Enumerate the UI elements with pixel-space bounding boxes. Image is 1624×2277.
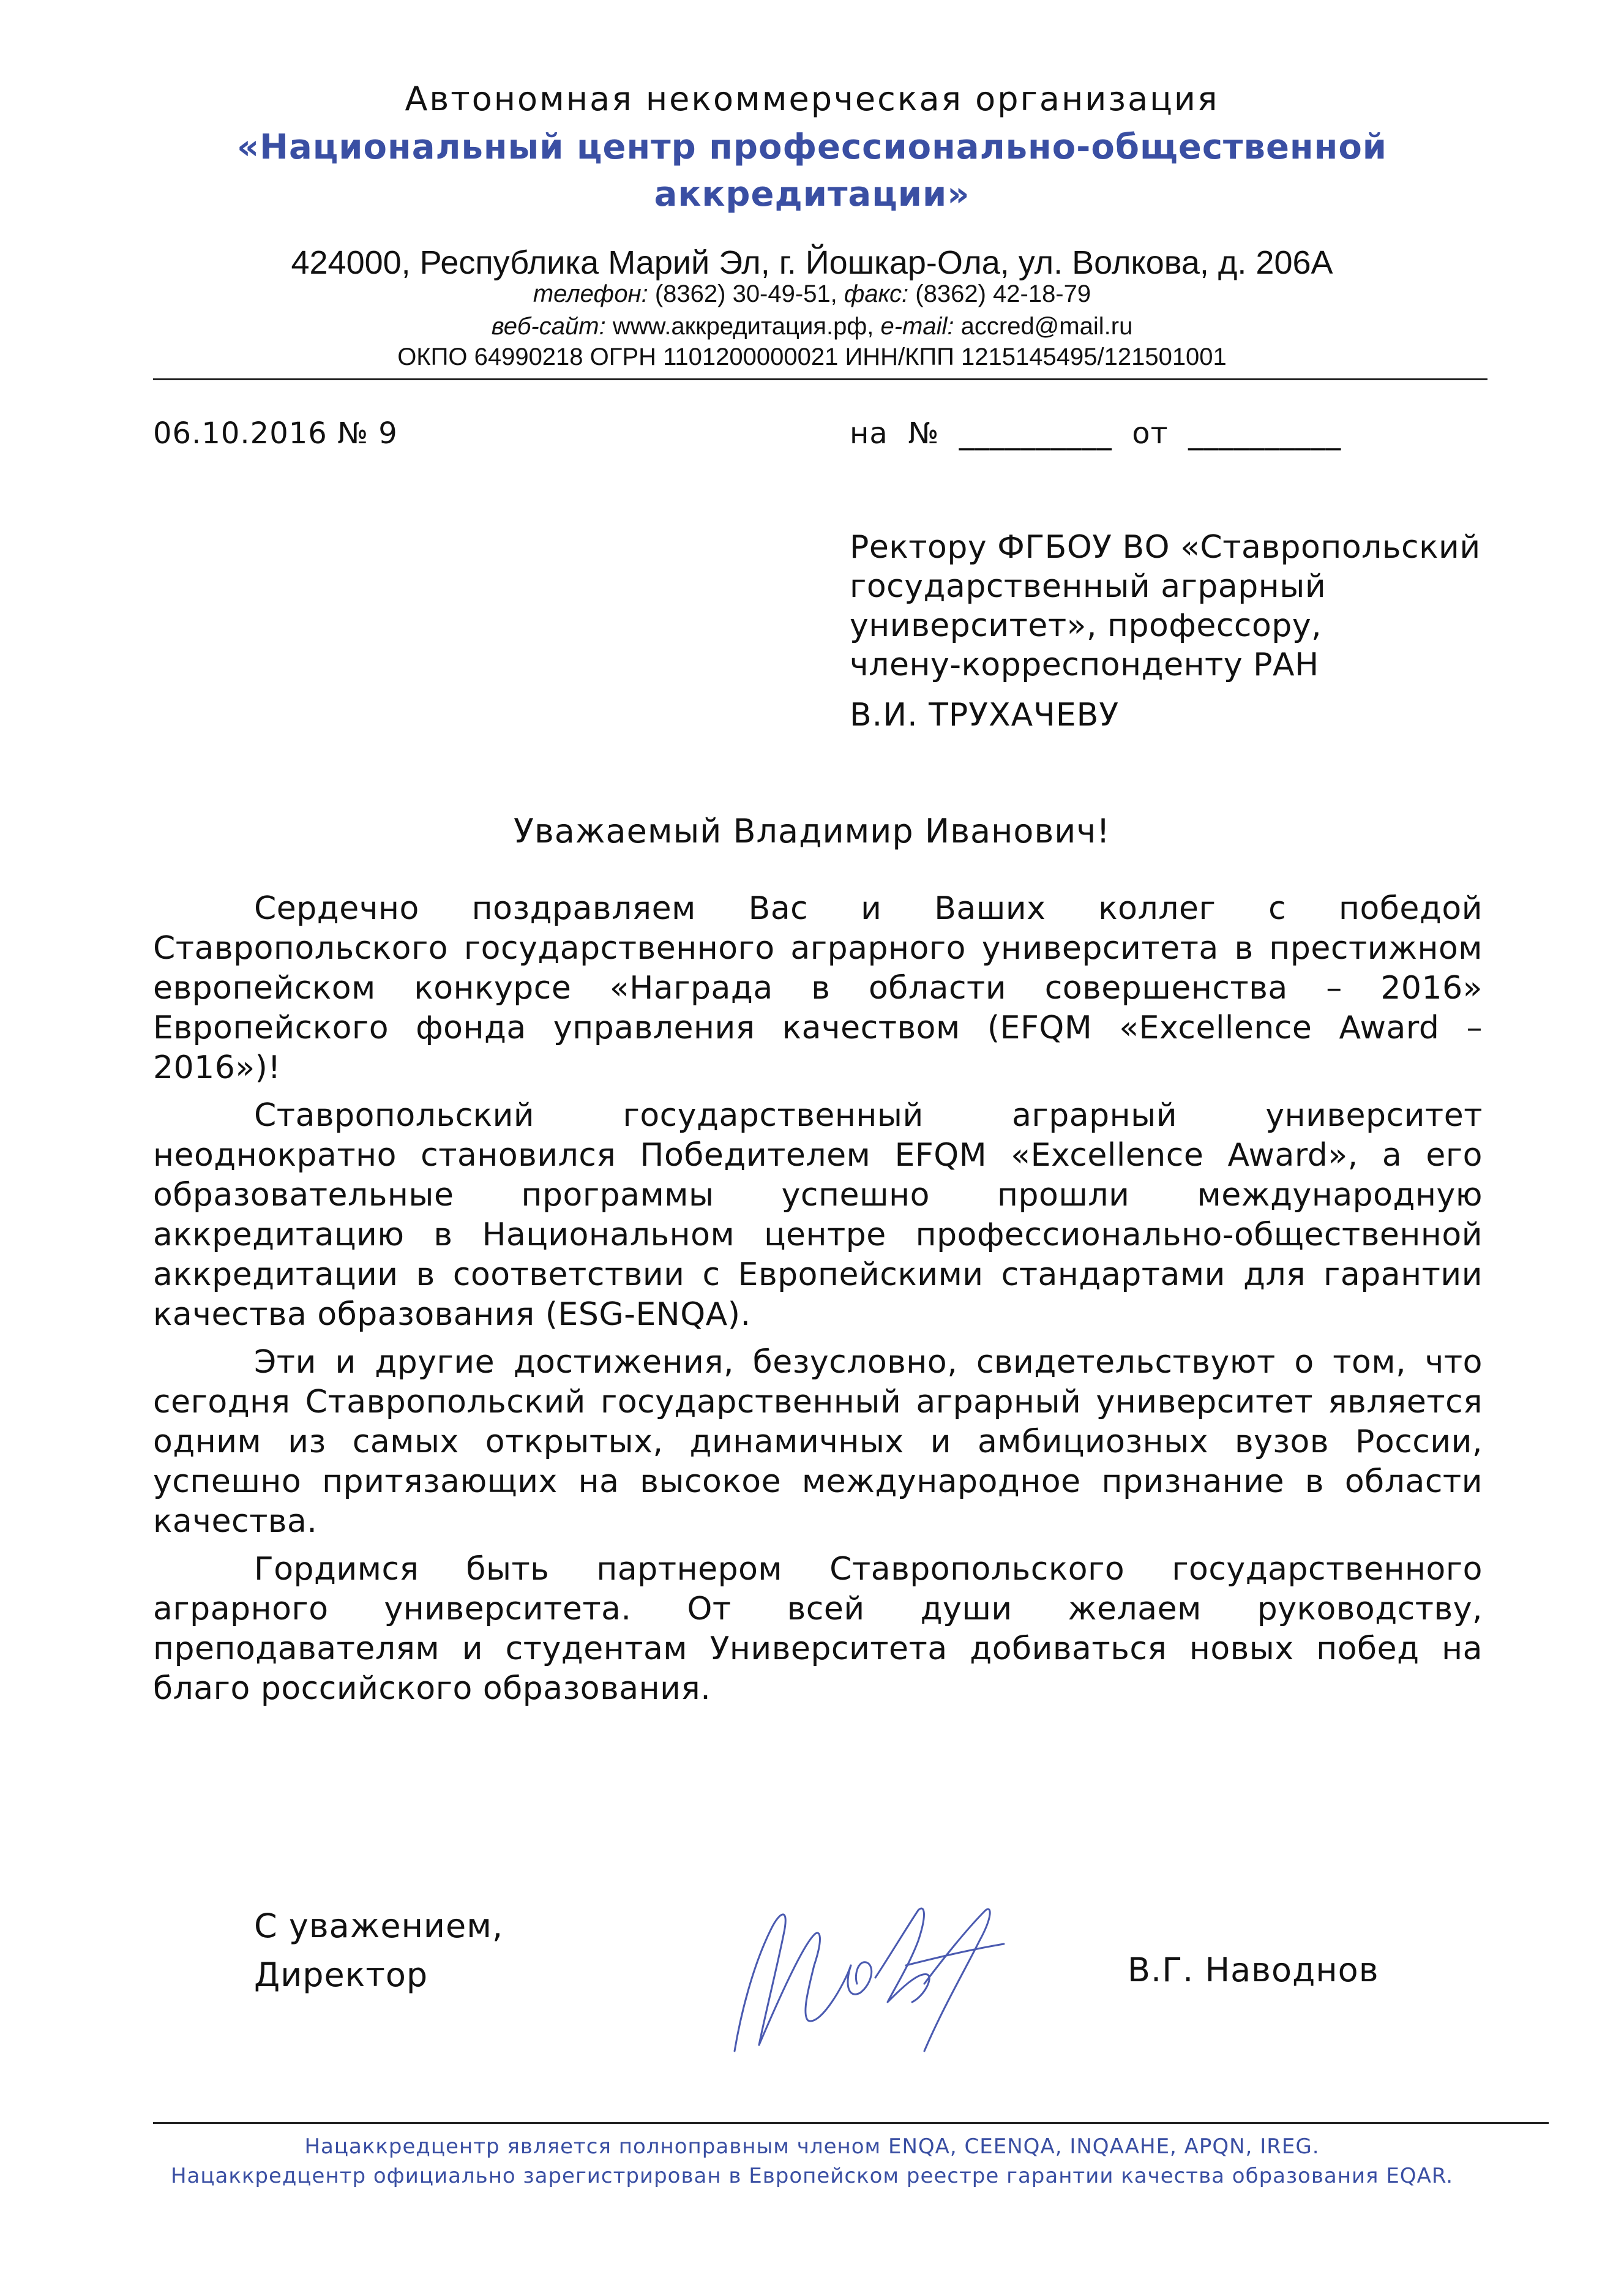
addressee-name: В.И. ТРУХАЧЕВУ: [850, 697, 1120, 733]
email-label: e-mail:: [880, 313, 954, 340]
web-label: веб-сайт:: [491, 313, 606, 340]
org-registration: ОКПО 64990218 ОГРН 1101200000021 ИНН/КПП 1215145495/121501001: [397, 343, 1227, 370]
addressee-line: университет», профессору,: [850, 607, 1322, 644]
phone-value: (8362) 30-49-51,: [654, 280, 837, 307]
letter-body: [153, 889, 1483, 1717]
addressee-line: Ректору ФГБОУ ВО «Ставропольский: [850, 529, 1481, 566]
letter-date-number: 06.10.2016 № 9: [153, 416, 398, 451]
footer-membership: Нацаккредцентр является полноправным членом ENQA, CEENQA, INQAAHE, APQN, IREG.: [304, 2134, 1320, 2159]
web-value: www.аккредитация.рф,: [612, 313, 874, 340]
closing-text: С уважением,: [254, 1907, 504, 1945]
fax-value: (8362) 42-18-79: [915, 280, 1091, 307]
salutation: Уважаемый Владимир Иванович!: [514, 812, 1110, 850]
signer-position: Директор: [254, 1956, 428, 1994]
org-name-line2: аккредитации»: [654, 174, 970, 214]
addressee-line: государственный аграрный: [850, 568, 1327, 605]
fax-label: факс:: [844, 280, 909, 307]
org-phone-fax: [0, 280, 1624, 308]
body-paragraph: Эти и другие достижения, безусловно, свидетельствуют о том, что сегодня Ставропольский государственный аграрный университет является одним из самых открытых, динамичных и амбициозных вузов России, успешно притязающих на высокое международное признание в области качества.: [153, 1344, 1483, 1540]
org-type: Автономная некоммерческая организация: [405, 80, 1219, 118]
addressee-line: члену-корреспонденту РАН: [850, 647, 1319, 683]
org-name-line1: «Национальный центр профессионально-общественной: [236, 127, 1388, 167]
org-web-email: [0, 313, 1624, 340]
phone-label: телефон:: [533, 280, 648, 307]
footer-divider: [153, 2122, 1549, 2124]
footer-registration: Нацаккредцентр официально зарегистрирован в Европейском реестре гарантии качества образования EQAR.: [170, 2164, 1454, 2188]
signer-name: В.Г. Наводнов: [1128, 1951, 1379, 1989]
body-paragraph: Ставропольский государственный аграрный университет неоднократно становился Победителем EFQM «Excellence Award», а его образовательные программы успешно прошли международную аккредитацию в Национальном центре профессионально-общественной аккредитации в соответствии с Европейскими стандартами для гарантии качества образования (ESG-ENQA).: [153, 1097, 1483, 1333]
body-paragraph: Гордимся быть партнером Ставропольского государственного аграрного университета. От всей души желаем руководству, преподавателям и студентам Университета добиваться новых побед на благо российского образования.: [153, 1551, 1483, 1707]
header-divider: [153, 378, 1487, 380]
email-value: accred@mail.ru: [960, 313, 1133, 340]
addressee-block: [850, 528, 1523, 685]
signature-icon: [722, 1892, 1016, 2076]
closing-block: [254, 1902, 503, 2000]
org-address: 424000, Республика Марий Эл, г. Йошкар-Ола, ул. Волкова, д. 206А: [291, 244, 1333, 281]
body-paragraph: Сердечно поздравляем Вас и Ваших коллег с победой Ставропольского государственного аграрного университета в престижном европейском конкурсе «Награда в области совершенства – 2016» Европейского фонда управления качеством (EFQM «Excellence Award – 2016»)!: [153, 890, 1483, 1086]
reply-reference: на № __________ от __________: [850, 416, 1342, 451]
